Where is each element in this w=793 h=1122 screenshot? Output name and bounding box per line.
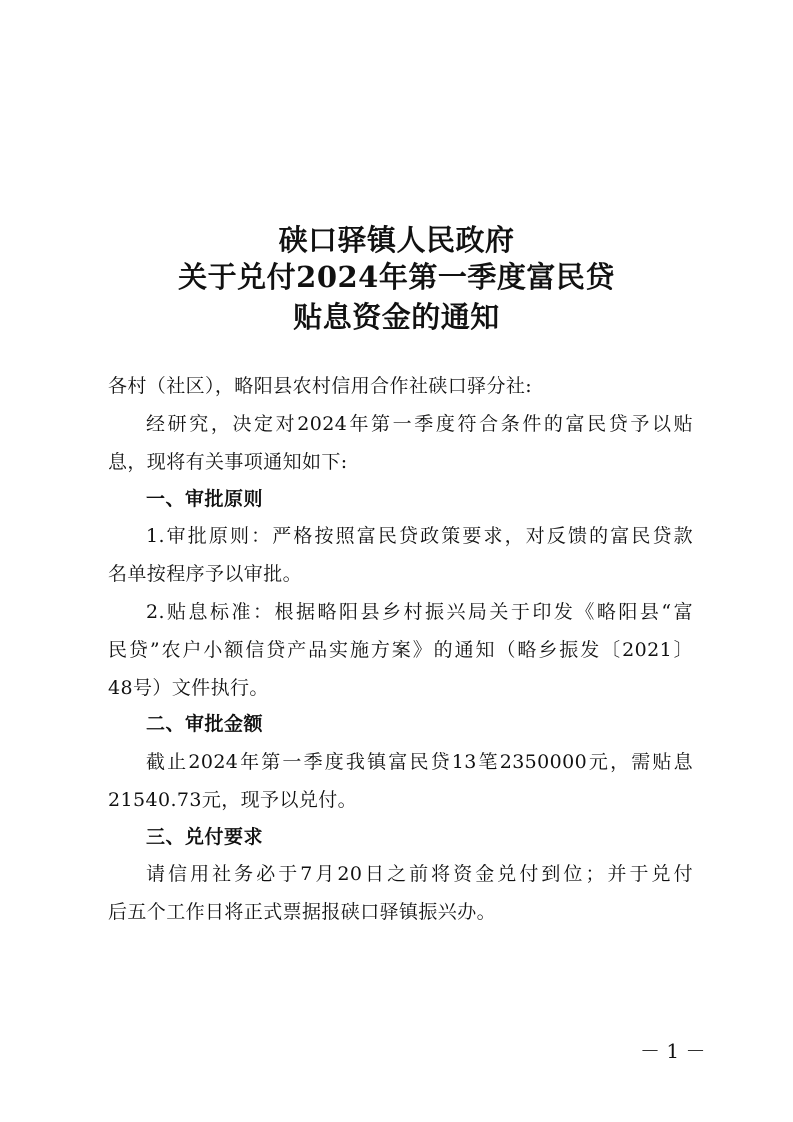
paragraph-line: 21540.73元，现予以兑付。 (108, 789, 358, 811)
page-number: － 1 － (640, 1039, 706, 1063)
paragraph-line: 请信用社务必于7月20日之前将资金兑付到位；并于兑付 (146, 863, 693, 885)
paragraph-line: 民贷”农户小额信贷产品实施方案》的通知（略乡振发〔2021〕 (108, 639, 693, 661)
section-heading-approval-amount: 二、审批金额 (146, 713, 264, 735)
section-heading-approval-principle: 一、审批原则 (146, 488, 264, 510)
salutation: 各村（社区），略阳县农村信用合作社硖口驿分社: (108, 375, 533, 397)
document-title-line-3: 贴息资金的通知 (293, 300, 500, 334)
paragraph-line: 1.审批原则：严格按照富民贷政策要求，对反馈的富民贷款 (146, 525, 693, 547)
paragraph-line: 截止2024年第一季度我镇富民贷13笔2350000元，需贴息 (146, 751, 693, 773)
paragraph-line: 48号）文件执行。 (108, 677, 269, 699)
paragraph-line: 2.贴息标准：根据略阳县乡村振兴局关于印发《略阳县“富 (146, 601, 693, 623)
paragraph-line: 名单按程序予以审批。 (108, 563, 303, 585)
intro-line-1: 经研究，决定对2024年第一季度符合条件的富民贷予以贴 (146, 413, 693, 435)
document-title-line-2: 关于兑付2024年第一季度富民贷 (178, 260, 615, 294)
document-title-line-1: 硖口驿镇人民政府 (278, 223, 515, 257)
paragraph-line: 后五个工作日将正式票据报硖口驿镇振兴办。 (108, 901, 497, 923)
section-heading-payment-requirements: 三、兑付要求 (146, 826, 264, 848)
intro-line-2: 息，现将有关事项通知如下: (108, 451, 348, 473)
